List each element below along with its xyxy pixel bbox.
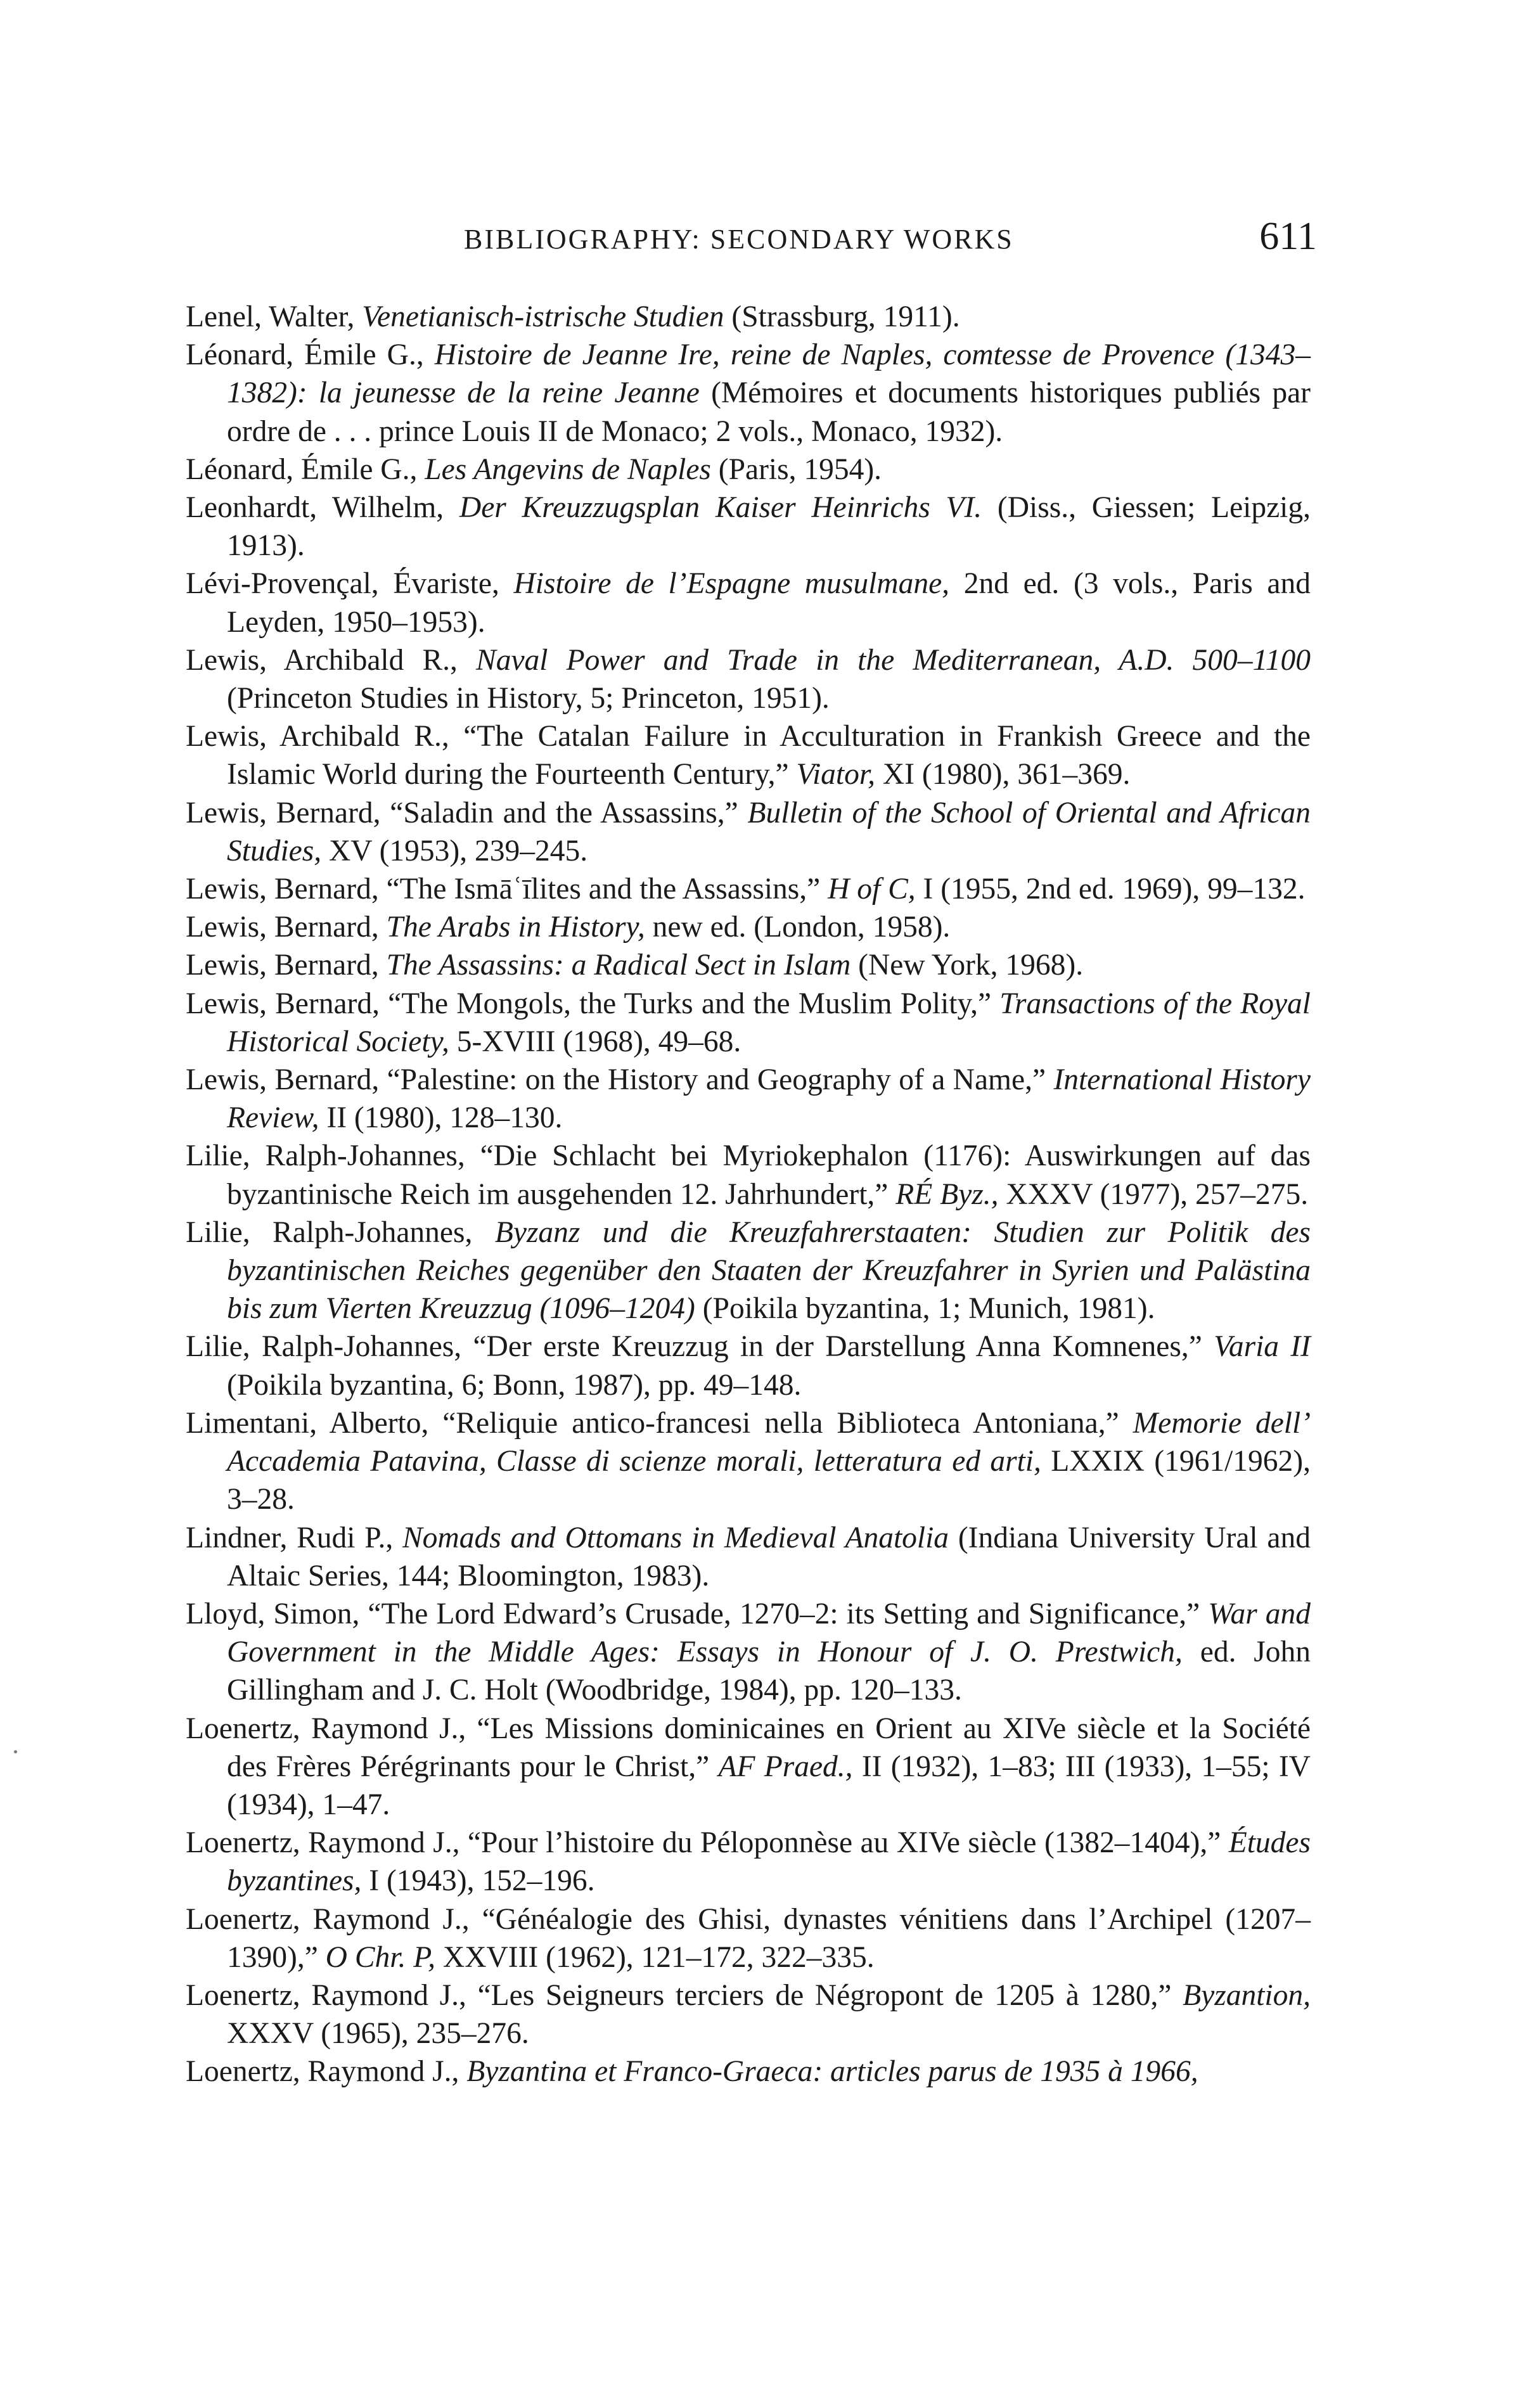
entry-publication-text: II (1932), 1–83; III (1933), 1–55; IV (1934), 1–47. bbox=[227, 1750, 1311, 1821]
entry-publication-text: XV (1953), 239–245. bbox=[321, 834, 588, 868]
bibliography-entry bbox=[186, 298, 1311, 336]
bibliography-entry bbox=[186, 717, 1311, 793]
bibliography-entry bbox=[186, 1900, 1311, 1976]
bibliography-entry bbox=[186, 946, 1311, 984]
entry-author-text: Lewis, Archibald R., bbox=[186, 643, 477, 677]
bibliography-entry bbox=[186, 1595, 1311, 1710]
entry-author-text: Lilie, Ralph-Johannes, “Die Schlacht bei Myriokephalon (1176): Auswirkungen auf das byzantinische Reich im ausgehenden 12. Jahrhundert,” bbox=[186, 1139, 1311, 1211]
bibliography-entry bbox=[186, 451, 1311, 489]
entry-publication-text: I (1943), 152–196. bbox=[361, 1864, 595, 1898]
entry-title: Viator, bbox=[796, 758, 875, 791]
entry-title: Naval Power and Trade in the Mediterranean, A.D. 500–1100 bbox=[476, 643, 1311, 677]
entry-author-text: Loenertz, Raymond J., “Les Seigneurs terciers de Négropont de 1205 à 1280,” bbox=[186, 1978, 1183, 2012]
entry-title: Byzantion, bbox=[1183, 1978, 1311, 2012]
bibliography-entry bbox=[186, 565, 1311, 641]
entry-publication-text: (Poikila byzantina, 1; Munich, 1981). bbox=[695, 1292, 1155, 1326]
entry-publication-text: new ed. (London, 1958). bbox=[645, 911, 951, 944]
entry-publication-text: (Princeton Studies in History, 5; Princeton, 1951). bbox=[227, 682, 830, 715]
bibliography-entry bbox=[186, 2053, 1311, 2091]
entry-author-text: Lévi-Provençal, Évariste, bbox=[186, 567, 514, 601]
entry-title: Histoire de l’Espagne musulmane, bbox=[513, 567, 950, 601]
entry-publication-text: (Poikila byzantina, 6; Bonn, 1987), pp. 49–148. bbox=[227, 1368, 802, 1402]
entry-title: Études byzantines, bbox=[227, 1826, 1311, 1898]
entry-author-text: Lewis, Bernard, “The Ismāʿīlites and the Assassins,” bbox=[186, 873, 828, 906]
entry-title: Les Angevins de Naples bbox=[425, 452, 711, 486]
entry-publication-text: II (1980), 128–130. bbox=[319, 1101, 563, 1135]
entry-author-text: Léonard, Émile G., bbox=[186, 452, 425, 486]
entry-author-text: Lilie, Ralph-Johannes, bbox=[186, 1215, 495, 1249]
bibliography-entry bbox=[186, 1328, 1311, 1404]
entry-publication-text: XXVIII (1962), 121–172, 322–335. bbox=[435, 1940, 875, 1974]
entry-title: Byzanz und die Kreuzfahrerstaaten: Studien zur Politik des byzantinischen Reiches gegenüber den Staaten der Kreuzfahrer in Syrien und Palästina bis zum Vierten Kreuzzug (1096–1204) bbox=[227, 1215, 1311, 1326]
entry-author-text: Lewis, Bernard, “Palestine: on the History and Geography of a Name,” bbox=[186, 1063, 1054, 1097]
entry-title: Nomads and Ottomans in Medieval Anatolia bbox=[402, 1521, 949, 1554]
entry-title: Byzantina et Franco-Graeca: articles parus de 1935 à 1966, bbox=[466, 2055, 1198, 2089]
bibliography-entry bbox=[186, 1519, 1311, 1595]
entry-title: International History Review, bbox=[227, 1063, 1311, 1135]
bibliography-entry bbox=[186, 1404, 1311, 1519]
entry-author-text: Lloyd, Simon, “The Lord Edward’s Crusade, 1270–2: its Setting and Significance,” bbox=[186, 1597, 1209, 1630]
bibliography-entry bbox=[186, 870, 1311, 908]
page-number: 611 bbox=[1259, 215, 1317, 258]
entry-title: The Assassins: a Radical Sect in Islam bbox=[386, 949, 851, 982]
bibliography-entry bbox=[186, 489, 1311, 565]
entry-author-text: Lenel, Walter, bbox=[186, 300, 363, 333]
bibliography-entry bbox=[186, 1710, 1311, 1824]
entry-title: Venetianisch-istrische Studien bbox=[362, 300, 724, 333]
entry-title: The Arabs in History, bbox=[386, 911, 645, 944]
entry-publication-text: 2nd ed. (3 vols., Paris and Leyden, 1950–1953). bbox=[227, 567, 1311, 639]
entry-author-text: Lewis, Bernard, bbox=[186, 949, 387, 982]
entry-author-text: Limentani, Alberto, “Reliquie antico-francesi nella Biblioteca Antoniana,” bbox=[186, 1406, 1133, 1440]
entry-author-text: Lewis, Bernard, bbox=[186, 911, 387, 944]
bibliography-entry bbox=[186, 985, 1311, 1061]
entry-title: Der Kreuzzugsplan Kaiser Heinrichs VI. bbox=[459, 491, 982, 525]
bibliography-list bbox=[186, 298, 1311, 2091]
entry-title: H of C, bbox=[828, 873, 916, 906]
bibliography-entry bbox=[186, 336, 1311, 451]
bibliography-entry bbox=[186, 641, 1311, 717]
entry-title: Histoire de Jeanne Ire, reine de Naples, comtesse de Provence (1343–1382): la jeunesse de la reine Jeanne bbox=[227, 338, 1311, 410]
entry-author-text: Leonhardt, Wilhelm, bbox=[186, 491, 459, 525]
margin-speck bbox=[14, 1750, 17, 1753]
entry-author-text: Lewis, Bernard, “Saladin and the Assassins,” bbox=[186, 796, 748, 829]
entry-publication-text: I (1955, 2nd ed. 1969), 99–132. bbox=[915, 873, 1306, 906]
entry-title: RÉ Byz., bbox=[895, 1177, 999, 1211]
entry-title: Transactions of the Royal Historical Society, bbox=[227, 987, 1311, 1058]
bibliography-entry bbox=[186, 1976, 1311, 2053]
entry-publication-text: LXXIX (1961/1962), 3–28. bbox=[227, 1445, 1311, 1516]
entry-author-text: Loenertz, Raymond J., “Généalogie des Ghisi, dynastes vénitiens dans l’Archipel (1207–1390),” bbox=[186, 1902, 1311, 1974]
entry-title: Bulletin of the School of Oriental and African Studies, bbox=[227, 796, 1311, 868]
bibliography-entry bbox=[186, 908, 1311, 946]
entry-title: War and Government in the Middle Ages: Essays in Honour of J. O. Prestwich, bbox=[227, 1597, 1311, 1669]
entry-publication-text: (Paris, 1954). bbox=[710, 452, 882, 486]
bibliography-entry bbox=[186, 794, 1311, 870]
entry-author-text: Lewis, Archibald R., “The Catalan Failure in Acculturation in Frankish Greece and the Islamic World during the Fourteenth Century,” bbox=[186, 720, 1311, 791]
entry-title: AF Praed., bbox=[718, 1750, 853, 1783]
entry-title: O Chr. P, bbox=[325, 1940, 436, 1974]
entry-author-text: Loenertz, Raymond J., “Les Missions dominicaines en Orient au XIVe siècle et la Société des Frères Pérégrinants pour le Christ,” bbox=[186, 1712, 1311, 1783]
entry-publication-text: XXXV (1977), 257–275. bbox=[998, 1177, 1309, 1211]
entry-author-text: Léonard, Émile G., bbox=[186, 338, 435, 372]
entry-publication-text: (Strassburg, 1911). bbox=[724, 300, 960, 333]
bibliography-entry bbox=[186, 1137, 1311, 1213]
bibliography-entry bbox=[186, 1061, 1311, 1137]
entry-title: Memorie dell’ Accademia Patavina, Classe di scienze morali, letteratura ed arti, bbox=[227, 1406, 1311, 1478]
bibliography-entry bbox=[186, 1824, 1311, 1900]
entry-title: Varia II bbox=[1214, 1330, 1311, 1364]
running-head bbox=[183, 214, 1317, 265]
entry-author-text: Loenertz, Raymond J., “Pour l’histoire du Péloponnèse au XIVe siècle (1382–1404),” bbox=[186, 1826, 1229, 1860]
entry-author-text: Loenertz, Raymond J., bbox=[186, 2055, 467, 2089]
bibliography-entry bbox=[186, 1214, 1311, 1328]
entry-publication-text: 5-XVIII (1968), 49–68. bbox=[449, 1025, 741, 1058]
entry-publication-text: (New York, 1968). bbox=[850, 949, 1084, 982]
entry-publication-text: (Diss., Giessen; Leipzig, 1913). bbox=[227, 491, 1311, 563]
entry-author-text: Lilie, Ralph-Johannes, “Der erste Kreuzzug in der Darstellung Anna Komnenes,” bbox=[186, 1330, 1214, 1364]
entry-publication-text: (Indiana University Ural and Altaic Series, 144; Bloomington, 1983). bbox=[227, 1521, 1311, 1592]
entry-publication-text: XI (1980), 361–369. bbox=[875, 758, 1131, 791]
entry-author-text: Lindner, Rudi P., bbox=[186, 1521, 402, 1554]
running-title: BIBLIOGRAPHY: SECONDARY WORKS bbox=[464, 224, 1014, 255]
entry-publication-text: (Mémoires et documents historiques publiés par ordre de . . . prince Louis II de Monaco; 2 vols., Monaco, 1932). bbox=[227, 376, 1311, 448]
entry-publication-text: ed. John Gillingham and J. C. Holt (Woodbridge, 1984), pp. 120–133. bbox=[227, 1636, 1311, 1707]
entry-author-text: Lewis, Bernard, “The Mongols, the Turks and the Muslim Polity,” bbox=[186, 987, 1000, 1020]
entry-publication-text: XXXV (1965), 235–276. bbox=[227, 2017, 529, 2051]
